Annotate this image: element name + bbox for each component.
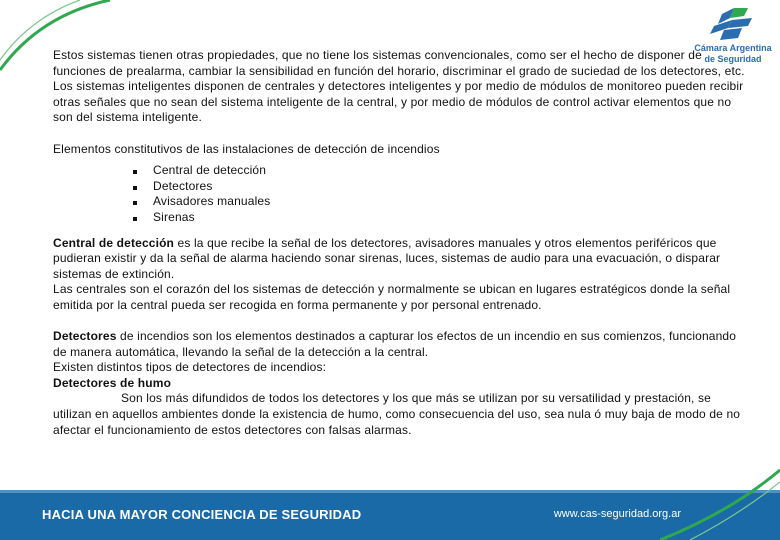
paragraph-intelligent-systems: Los sistemas inteligentes disponen de centrales y detectores inteligentes y por medio de módulos de monitoreo pueden recibir otras señales que no sean del sistema inteligente de la central, y por medio de módulos de control activar elementos que no son del sistema inteligente. xyxy=(53,79,744,125)
detectores-definition: de incendios son los elementos destinados a capturar los efectos de un incendio en sus comienzos, funcionando de manera automática, llevando la señal de la detección a la central. xyxy=(53,329,737,359)
cas-emblem-icon xyxy=(708,6,758,42)
paragraph-detector-types: Existen distintos tipos de detectores de incendios: xyxy=(53,360,327,375)
logo-name-line1: Cámara Argentina xyxy=(694,43,772,53)
list-item: Central de detección xyxy=(133,163,748,179)
elements-list xyxy=(133,163,748,225)
paragraph-properties: Estos sistemas tienen otras propiedades, que no tiene los sistemas convencionales, como ser el hecho de disponer de funciones de prealarma, cambiar la sensibilidad en función del horario, discriminar el grado de suciedad de los detectores, etc. xyxy=(53,48,745,78)
term-detectores: Detectores xyxy=(53,329,117,344)
document-body xyxy=(53,48,748,438)
subheading-humo xyxy=(53,376,748,392)
list-item: Sirenas xyxy=(133,210,748,226)
decorative-arc-bottom xyxy=(660,462,780,540)
footer-url[interactable]: www.cas-seguridad.org.ar xyxy=(553,508,681,520)
paragraph-humo: Son los más difundidos de todos los detectores y los que más se utilizan por su versatilidad y prestación, se utilizan en aquellos ambientes donde la existencia de humo, como consecuencia del uso, sea nula ó muy baja de modo de no afectar el funcionamiento de estos detectores con falsas alarmas. xyxy=(53,391,741,437)
term-humo: Detectores de humo xyxy=(53,375,172,390)
list-item: Avisadores manuales xyxy=(133,194,748,210)
footer-slogan: HACIA UNA MAYOR CONCIENCIA DE SEGURIDAD xyxy=(42,507,362,522)
central-definition: es la que recibe la señal de los detectores, avisadores manuales y otros elementos periféricos que pudieran existir y da la señal de alarma haciendo sonar sirenas, luces, sistemas de audio para una evacuación, o disparar sistemas de extinción. xyxy=(53,235,721,281)
list-item: Detectores xyxy=(133,179,748,195)
paragraph-detectores xyxy=(53,329,748,360)
logo-name-line2: de Seguridad xyxy=(704,54,762,64)
term-central: Central de detección xyxy=(53,235,175,250)
paragraph-central-location: Las centrales son el corazón del los sistemas de detección y normalmente se ubican en lugares estratégicos donde la señal emitida por la central pueda ser recogida en forma permanente y por personal entrenado. xyxy=(53,282,731,312)
paragraph-central xyxy=(53,236,748,283)
paragraph-elements-heading: Elementos constitutivos de las instalaciones de detección de incendios xyxy=(53,141,440,156)
